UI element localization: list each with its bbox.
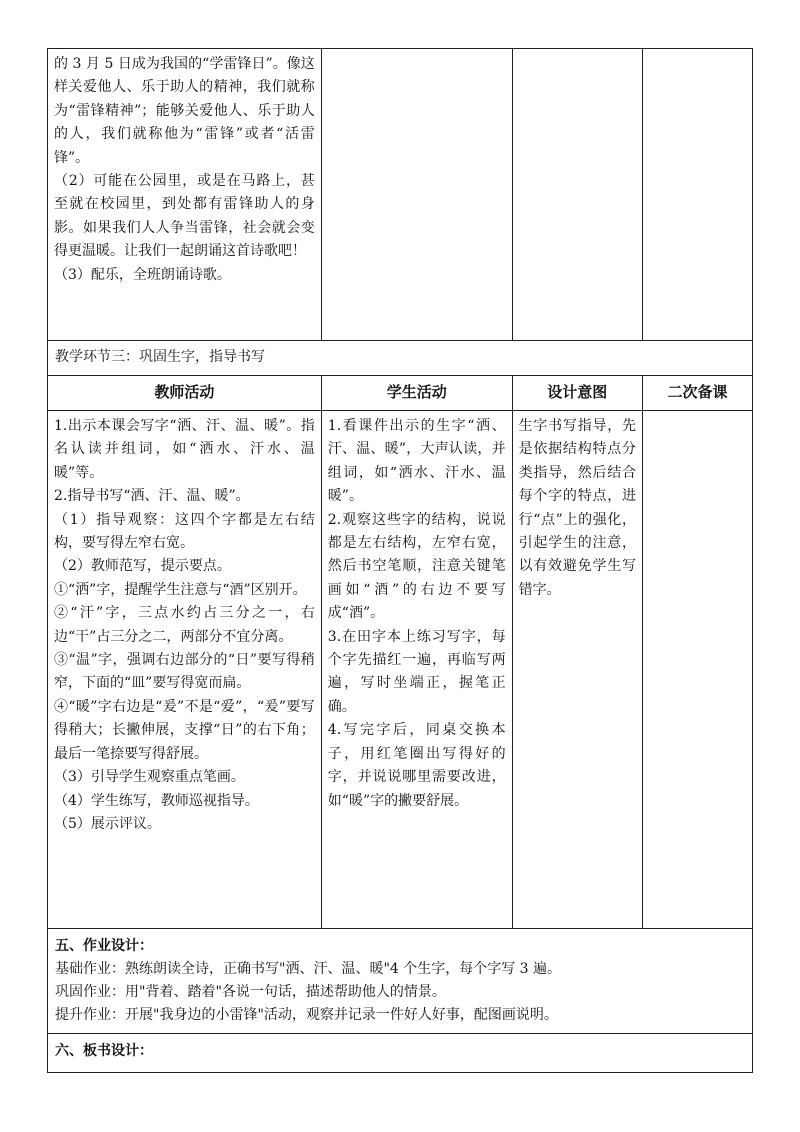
paragraph: 的 3 月 5 日成为我国的“学雷锋日”。像这样关爱他人、乐于助人的精神，我们就称为“雷锋精神”；能够关爱他人、乐于助人的人，我们就称他为“雷锋”或者“活雷锋”。 [54,56,315,166]
student-step: 3.在田字本上练习写字，每个字先描红一遍，再临写两遍，写时坐端正，握笔正确。 [327,628,506,715]
teacher-step: ②“汗”字，三点水约占三分之一，右边“干”占三分之二，两部分不宜分离。 [54,605,315,645]
teacher-step: （1）指导观察：这四个字都是左右结构，要写得左窄右宽。 [54,511,315,552]
top-second-cell [643,49,753,341]
teacher-step: ④“暖”字右边是“爰”不是“爱”，“爰”要写得稍大；长撇伸展，支撑“日”的右下角；最后一笔捺要写得舒展。 [54,698,315,762]
section3-title: 教学环节三：巩固生字，指导书写 [48,341,753,376]
board-title: 六、板书设计： [55,1043,153,1059]
teacher-step: ③“温”字，强调右边部分的“日”要写得稍窄，下面的“皿”要写得宽而扁。 [54,652,315,692]
paragraph: （3）配乐，全班朗诵诗歌。 [54,266,231,283]
teacher-step: （4）学生练写，教师巡视指导。 [54,792,259,809]
header-design: 设计意图 [512,376,642,411]
second-prep-cell [643,411,753,929]
board-row [48,1034,753,1073]
top-teacher-cell [48,49,322,341]
design-intent-text: 生字书写指导，先是依据结构特点分类指导，然后结合每个字的特点，进行“点”上的强化，引起学生的注意，以有效避免学生写错字。 [518,418,637,598]
teacher-step: （5）展示评议。 [54,815,161,832]
teacher-step: （3）引导学生观察重点笔画。 [54,769,245,786]
teacher-step: 1.出示本课会写字“洒、汗、温、暖”。指名认读并组词，如“洒水、汗水、温暖”等。 [54,418,315,481]
homework-line: 基础作业：熟练朗读全诗，正确书写"洒、汗、温、暖"4 个生字，每个字写 3 遍。 [55,961,562,977]
section3-title-row [48,341,753,376]
teacher-step: ①“洒”字，提醒学生注意与“酒”区别开。 [54,581,307,598]
top-student-cell [321,49,512,341]
lesson-plan-table [47,48,753,1073]
teacher-activity-cell [48,411,322,929]
homework-cell [48,929,753,1034]
homework-line: 提升作业：开展"我身边的小雷锋"活动，观察并记录一件好人好事，配图画说明。 [55,1007,558,1023]
student-step: 2.观察这些字的结构，说说都是左右结构，左窄右宽，然后书空笔顺，注意关键笔画如“酒”的右边不要写成“酒”。 [327,511,506,622]
student-step: 4.写完字后，同桌交换本子，用红笔圈出写得好的字，并说说哪里需要改进，如“暖”字的撇要舒展。 [327,722,506,809]
top-continuation-row [48,49,753,341]
homework-title: 五、作业设计： [55,938,153,954]
teacher-step: 2.指导书写“洒、汗、温、暖”。 [54,488,250,505]
paragraph: （2）可能在公园里，或是在马路上，甚至就在校园里，到处都有雷锋助人的身影。如果我们人人争当雷锋，社会就会变得更温暖。让我们一起朗诵这首诗歌吧！ [54,173,315,260]
board-cell [48,1034,753,1073]
column-header-row [48,376,753,411]
homework-row [48,929,753,1034]
header-second: 二次备课 [643,376,753,411]
student-step: 1.看课件出示的生字“洒、汗、温、暖”，大声认读，并组词，如“洒水、汗水、温暖”。 [327,418,506,505]
teacher-step: （2）教师范写，提示要点。 [54,558,231,575]
top-design-cell [512,49,642,341]
student-activity-cell [321,411,512,929]
header-teacher: 教师活动 [48,376,322,411]
design-intent-cell [512,411,642,929]
activity-row [48,411,753,929]
header-student: 学生活动 [321,376,512,411]
homework-line: 巩固作业：用"背着、踏着"各说一句话，描述帮助他人的情景。 [55,984,446,1000]
